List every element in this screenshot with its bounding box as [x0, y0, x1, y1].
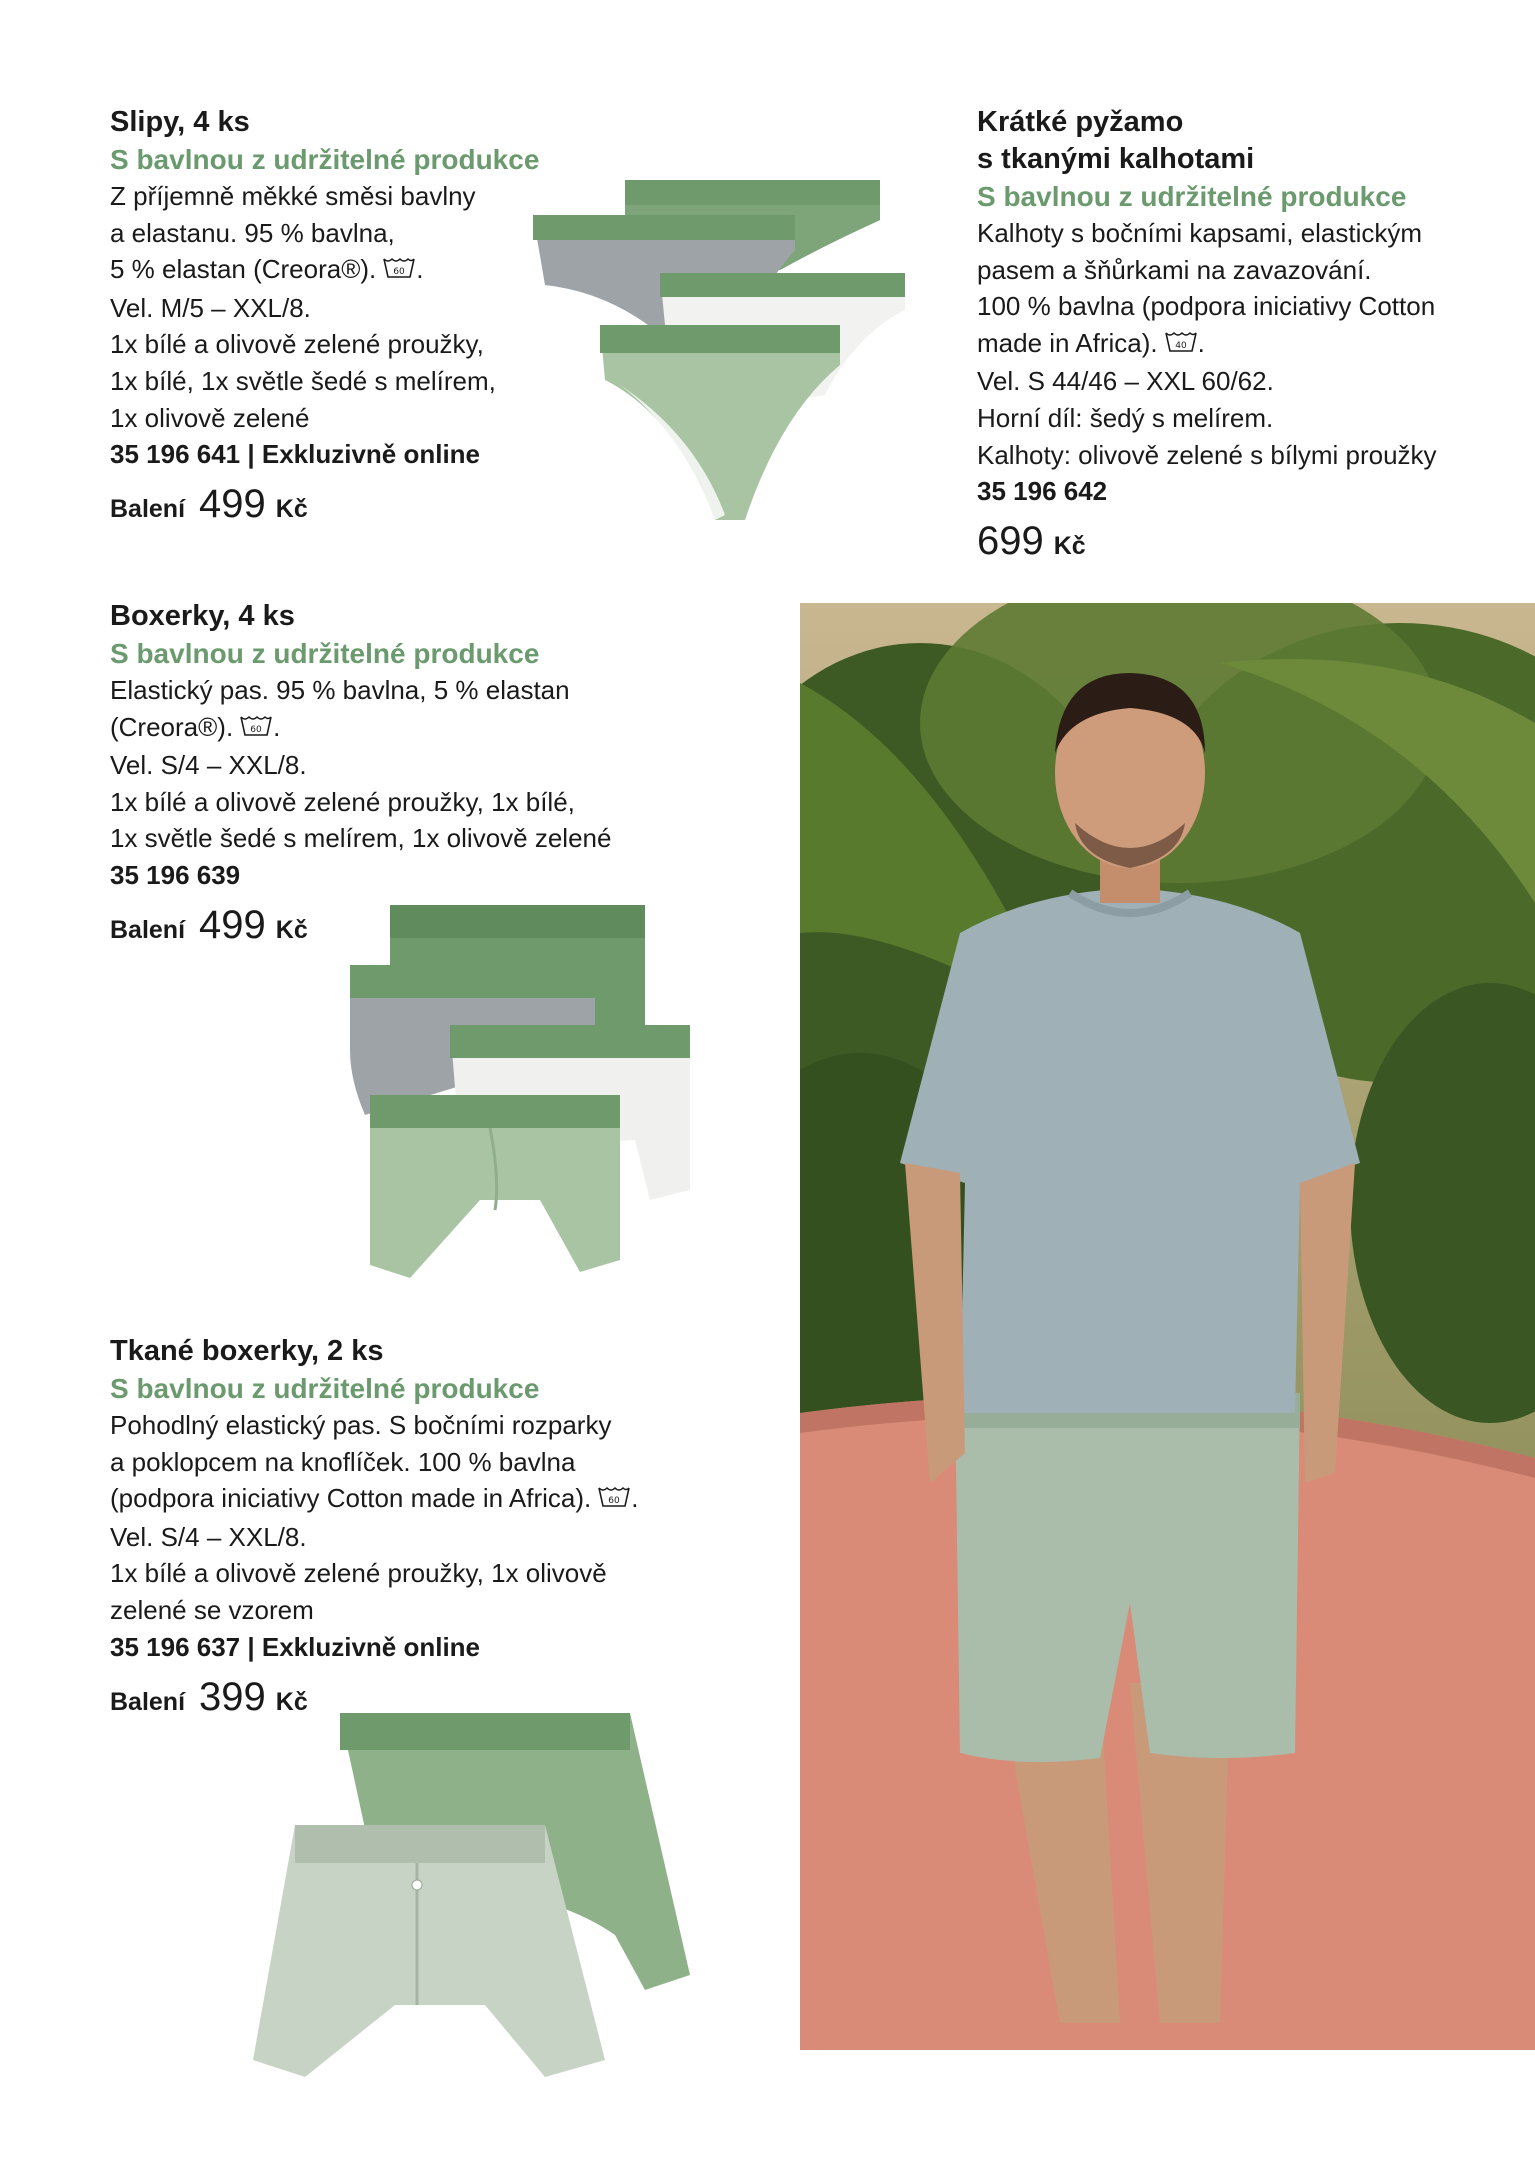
product-title: Slipy, 4 ks: [110, 106, 250, 138]
product-tkane: [110, 1333, 790, 1720]
product-code: 35 196 639: [110, 859, 241, 890]
price-label: Balení: [110, 915, 186, 944]
price-label: Balení: [110, 1687, 186, 1716]
desc-line: 1x olivově zelené: [110, 402, 310, 433]
desc-line: pasem a šňůrkami na zavazování.: [977, 254, 1372, 285]
product-subtitle: S bavlnou z udržitelné produkce: [110, 638, 540, 669]
price-value: 699: [977, 519, 1044, 564]
svg-text:60: 60: [393, 267, 405, 278]
desc-line: 1x bílé, 1x světle šedé s melírem,: [110, 365, 496, 396]
price-label: Balení: [110, 495, 186, 524]
wash-tub-icon: [597, 1482, 631, 1519]
desc-line: Kalhoty: olivově zelené s bílymi proužky: [977, 439, 1437, 470]
desc-line: 100 % bavlna (podpora iniciativy Cotton: [977, 291, 1436, 322]
desc-text: (podpora iniciativy Cotton made in Africa).: [110, 1483, 592, 1514]
desc-line: Horní díl: šedý s melírem.: [977, 402, 1274, 433]
desc-line: 1x bílé a olivově zelené proužky, 1x olivově: [110, 1558, 607, 1589]
svg-text:60: 60: [250, 724, 262, 735]
desc-line: zelené se vzorem: [110, 1594, 314, 1625]
currency: Kč: [275, 495, 308, 524]
product-title: Tkané boxerky, 2 ks: [110, 1335, 384, 1367]
desc-line: a poklopcem na knoflíček. 100 % bavlna: [110, 1446, 576, 1477]
product-slipy: [110, 104, 560, 527]
desc-line: Pohodlný elastický pas. S bočními rozparky: [110, 1410, 612, 1440]
desc-line: Vel. S/4 – XXL/8.: [110, 1521, 307, 1552]
desc-line: Z příjemně měkké směsi bavlny: [110, 181, 476, 211]
wash-tub-icon: [239, 711, 273, 748]
wash-tub-icon: [382, 253, 416, 290]
desc-line-wash: made in Africa). 40 .: [977, 325, 1517, 364]
desc-line: 1x bílé a olivově zelené proužky, 1x bílé,: [110, 786, 575, 817]
tkane-boxerky-image: [245, 1705, 705, 2095]
desc-line: Vel. M/5 – XXL/8.: [110, 292, 311, 323]
desc-line: Elastický pas. 95 % bavlna, 5 % elastan: [110, 675, 570, 705]
currency: Kč: [275, 1687, 308, 1716]
currency: Kč: [1053, 532, 1086, 561]
product-title-line2: s tkanými kalhotami: [977, 143, 1255, 175]
product-boxerky: [110, 598, 750, 948]
price-value: 499: [199, 902, 266, 947]
desc-text: (Creora®).: [110, 711, 234, 742]
currency: Kč: [275, 915, 308, 944]
price-value: 399: [199, 1674, 266, 1719]
product-subtitle: S bavlnou z udržitelné produkce: [977, 181, 1407, 212]
desc-line: a elastanu. 95 % bavlna,: [110, 217, 395, 248]
desc-line-wash: (podpora iniciativy Cotton made in Africa). 60 .: [110, 1480, 790, 1519]
desc-text: 5 % elastan (Creora®).: [110, 254, 377, 285]
boxerky-image: [320, 900, 730, 1300]
desc-line: Vel. S 44/46 – XXL 60/62.: [977, 366, 1274, 397]
wash-tub-icon: [1164, 327, 1198, 364]
desc-line: Kalhoty s bočními kapsami, elastickým: [977, 218, 1423, 248]
desc-text: made in Africa).: [977, 327, 1158, 358]
desc-line: 1x bílé a olivově zelené proužky,: [110, 329, 484, 360]
product-subtitle: S bavlnou z udržitelné produkce: [110, 144, 540, 175]
product-code: 35 196 637 | Exkluzivně online: [110, 1631, 481, 1662]
svg-text:40: 40: [1174, 340, 1187, 351]
price-row: [110, 481, 560, 527]
price-row: [977, 518, 1517, 564]
price-value: 499: [199, 482, 266, 527]
product-code: 35 196 642: [977, 476, 1108, 507]
product-title-line1: Krátké pyžamo: [977, 106, 1184, 138]
desc-line: 1x světle šedé s melírem, 1x olivově zelené: [110, 823, 612, 854]
product-subtitle: S bavlnou z udržitelné produkce: [110, 1373, 540, 1404]
product-pyzamo: [977, 104, 1517, 564]
desc-line: Vel. S/4 – XXL/8.: [110, 750, 307, 781]
product-title: Boxerky, 4 ks: [110, 600, 295, 632]
slipy-image: [525, 175, 920, 530]
product-code: 35 196 641 | Exkluzivně online: [110, 439, 481, 470]
model-photo: [800, 603, 1535, 2050]
desc-line-wash: (Creora®). 60 .: [110, 709, 750, 748]
svg-text:60: 60: [608, 1496, 620, 1507]
desc-line-wash: 5 % elastan (Creora®). 60 .: [110, 251, 560, 290]
